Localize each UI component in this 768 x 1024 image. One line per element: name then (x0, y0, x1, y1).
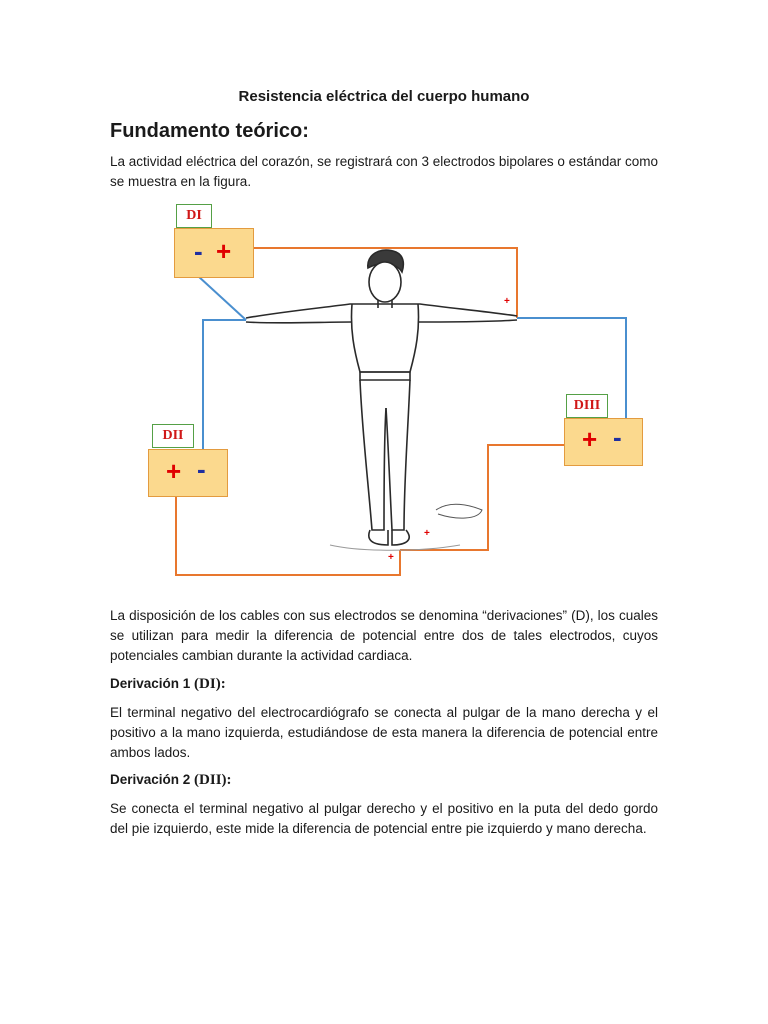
human-figure (246, 250, 517, 550)
dii-negative-wire (203, 320, 246, 450)
derivation-1-label: Derivación 1 (110, 676, 195, 691)
dii-positive-wire (176, 495, 400, 575)
derivations-paragraph: La disposición de los cables con sus electrodos se denomina “derivaciones” (D), los cuales se utilizan para medir la diferencia de potencial entre dos de tales electrodos, cuyos potenciales cambian durante la actividad cardiaca. (110, 608, 658, 663)
derivation-2-text: Se conecta el terminal negativo al pulgar derecho y el positivo en la puta del dedo gordo del pie izquierdo, este mide la diferencia de potencial entre pie izquierdo y mano derecha. (110, 801, 658, 836)
di-negative-sign: - (194, 236, 203, 266)
left-hand-plus-marker: + (504, 296, 510, 307)
derivation-2-tag: (DII): (194, 772, 232, 788)
diii-positive-sign: + (582, 424, 598, 454)
diii-electrode-box (564, 418, 643, 466)
dii-negative-sign: - (197, 454, 206, 484)
di-negative-wire (198, 276, 246, 320)
di-label: DI (176, 204, 212, 228)
derivation-1-tag: (DI): (194, 676, 226, 692)
left-foot-plus-marker: + (424, 528, 430, 539)
derivation-1-text: El terminal negativo del electrocardiógrafo se conecta al pulgar de la mano derecha y el positivo a la mano izquierda, estudiándose de esta manera la diferencia de potencial entre ambos lados. (110, 705, 658, 760)
di-electrode-box (174, 228, 254, 278)
intro-paragraph: La actividad eléctrica del corazón, se registrará con 3 electrodos bipolares o estándar como se muestra en la figura. (110, 154, 658, 189)
derivation-1-heading (110, 676, 226, 693)
derivation-2-label: Derivación 2 (110, 772, 195, 787)
dii-label: DII (152, 424, 194, 448)
diii-label: DIII (566, 394, 608, 418)
derivation-2-heading (110, 772, 232, 789)
document-title: Resistencia eléctrica del cuerpo humano (238, 88, 530, 105)
di-positive-sign: + (216, 236, 232, 266)
foot-wire-plus-marker: + (388, 552, 394, 563)
dii-electrode-box (148, 449, 228, 497)
diii-negative-sign: - (613, 422, 622, 452)
section-heading: Fundamento teórico: (110, 120, 309, 142)
dii-positive-sign: + (166, 456, 182, 486)
